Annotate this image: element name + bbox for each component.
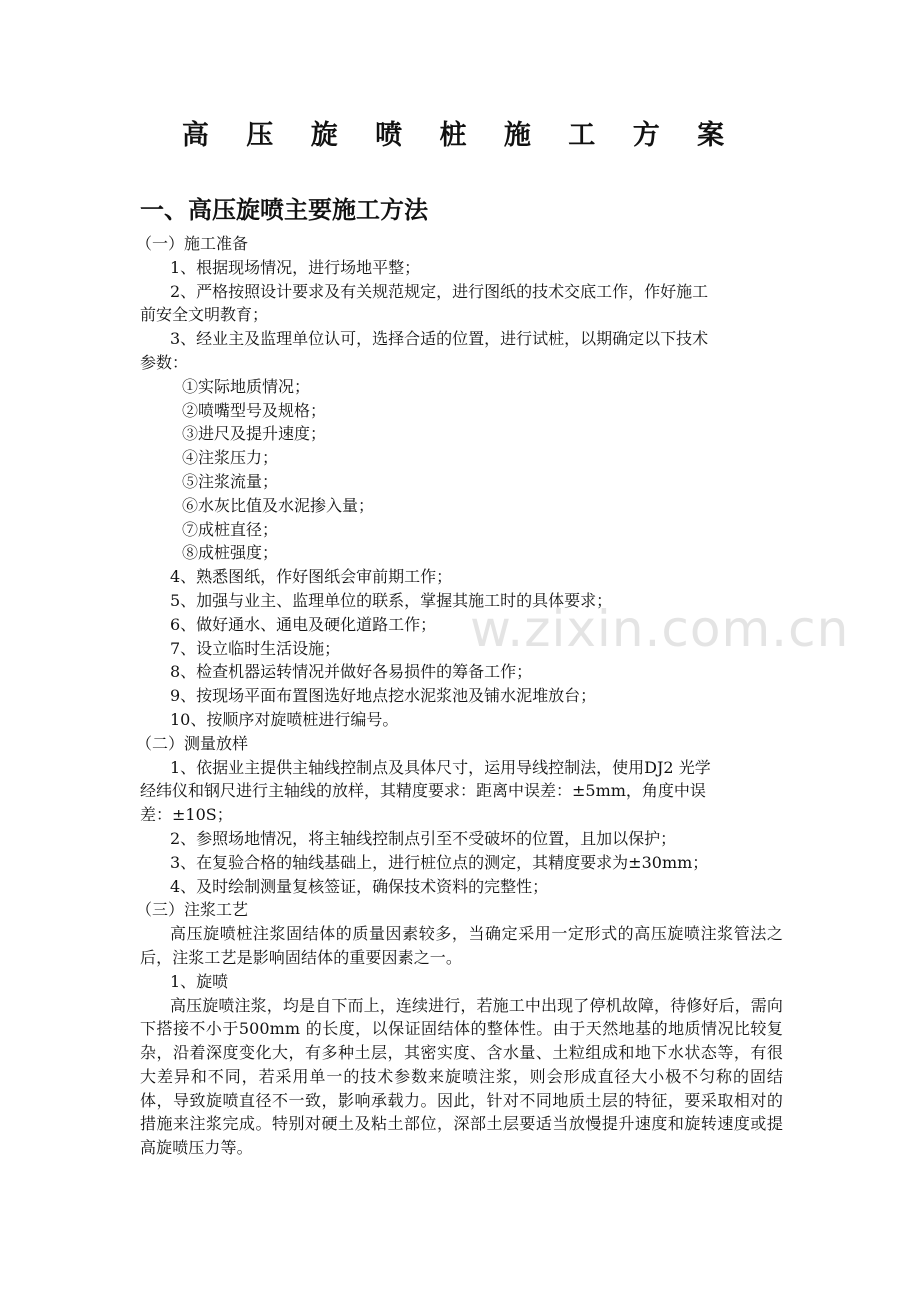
list-item-continuation: 差：±10S； [140, 805, 233, 825]
param-item: ⑦成桩直径； [182, 519, 279, 539]
list-item: 6、做好通水、通电及硬化道路工作； [170, 614, 437, 634]
list-item: 1、根据现场情况，进行场地平整； [170, 257, 421, 277]
paragraph: 高压旋喷桩注浆固结体的质量因素较多，当确定采用一定形式的高压旋喷注浆管法之后，注浆工艺是影响固结体的重要因素之一。 [140, 924, 783, 967]
paragraph: 高压旋喷注浆，均是自下而上，连续进行，若施工中出现了停机故障，待修好后，需向下搭接不小于500mm 的长度，以保证固结体的整体性。由于天然地基的地质情况比较复杂，沿着深度变化大，有多种土层，其密实度、含水量、土粒组成和地下水状态等，有很大差异和不同，若采用单一的技术参数来旋喷注浆，则会形成直径大小极不匀称的固结体，导致旋喷直径不一致，影响承载力。因此，针对不同地质土层的特征，要采取相对的措施来注浆完成。特别对硬土及粘土部位，深部土层要适当放慢提升速度和旋转速度或提高旋喷压力等。 [140, 995, 783, 1158]
section-heading: 一、高压旋喷主要施工方法 [140, 195, 428, 224]
param-item: ②喷嘴型号及规格； [182, 400, 327, 420]
list-item: 7、设立临时生活设施； [170, 638, 341, 658]
param-item: ⑤注浆流量； [182, 471, 279, 491]
list-item-continuation: 经纬仪和钢尺进行主轴线的放样，其精度要求：距离中误差：±5mm，角度中误 [140, 781, 706, 801]
subsection-title: （二）测量放样 [136, 733, 249, 753]
list-item: 3、经业主及监理单位认可，选择合适的位置，进行试桩，以期确定以下技术 [170, 329, 709, 349]
list-item: 5、加强与业主、监理单位的联系，掌握其施工时的具体要求； [170, 590, 613, 610]
list-item: 1、依据业主提供主轴线控制点及具体尺寸，运用导线控制法，使用DJ2 光学 [170, 757, 711, 777]
subsection-title: （一）施工准备 [136, 234, 249, 253]
param-item: ⑧成桩强度； [182, 543, 279, 563]
list-item: 10、按顺序对旋喷桩进行编号。 [170, 709, 399, 729]
param-item: ③进尺及提升速度； [182, 424, 327, 444]
list-item: 4、及时绘制测量复核签证，确保技术资料的完整性； [170, 876, 549, 896]
list-item: 3、在复验合格的轴线基础上，进行桩位点的测定，其精度要求为±30mm； [170, 852, 709, 872]
param-item: ①实际地质情况； [182, 376, 311, 396]
document-title: 高 压 旋 喷 桩 施 工 方 案 [181, 120, 739, 151]
param-item: ⑥水灰比值及水泥掺入量； [182, 495, 375, 515]
watermark-text: w.zixin.com.cn [470, 600, 850, 658]
document-body [136, 232, 783, 1160]
list-item: 8、检查机器运转情况并做好各易损件的筹备工作； [170, 662, 533, 682]
list-item: 2、参照场地情况，将主轴线控制点引至不受破坏的位置，且加以保护； [170, 828, 677, 848]
param-item: ④注浆压力； [182, 448, 279, 468]
list-item-continuation: 参数： [140, 352, 189, 372]
list-item-continuation: 前安全文明教育； [140, 305, 269, 325]
subsection-title: （三）注浆工艺 [136, 900, 249, 920]
list-item: 2、严格按照设计要求及有关规范规定，进行图纸的技术交底工作，作好施工 [170, 281, 709, 301]
list-item: 1、旋喷 [170, 971, 229, 991]
list-item: 9、按现场平面布置图选好地点挖水泥浆池及铺水泥堆放台； [170, 686, 597, 706]
list-item: 4、熟悉图纸，作好图纸会审前期工作； [170, 567, 453, 587]
